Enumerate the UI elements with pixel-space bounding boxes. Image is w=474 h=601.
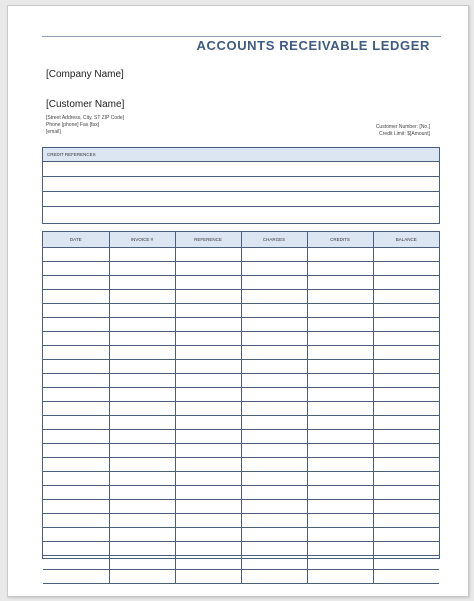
ledger-cell[interactable]: [307, 472, 373, 486]
ledger-cell[interactable]: [43, 528, 109, 542]
ledger-cell[interactable]: [373, 346, 439, 360]
ledger-cell[interactable]: [175, 430, 241, 444]
ledger-cell[interactable]: [43, 248, 109, 262]
ledger-cell[interactable]: [175, 528, 241, 542]
table-row: [43, 360, 439, 374]
ledger-cell[interactable]: [241, 486, 307, 500]
ledger-cell[interactable]: [175, 402, 241, 416]
customer-address: [Street Address, City, ST ZIP Code]: [46, 115, 125, 121]
credit-limit: Credit Limit: $[Amount]: [379, 131, 430, 137]
ledger-cell[interactable]: [241, 304, 307, 318]
ledger-cell[interactable]: [241, 570, 307, 584]
ledger-cell[interactable]: [373, 290, 439, 304]
table-row: [43, 276, 439, 290]
ledger-sheet: [7, 5, 469, 597]
ledger-cell[interactable]: [175, 304, 241, 318]
ledger-cell[interactable]: [241, 374, 307, 388]
column-header: REFERENCE: [175, 232, 241, 248]
ledger-cell[interactable]: [43, 514, 109, 528]
ledger-cell[interactable]: [175, 332, 241, 346]
ledger-cell[interactable]: [307, 430, 373, 444]
ledger-cell[interactable]: [109, 430, 175, 444]
ledger-cell[interactable]: [307, 360, 373, 374]
ledger-cell[interactable]: [175, 472, 241, 486]
ledger-cell[interactable]: [307, 262, 373, 276]
ledger-cell[interactable]: [175, 458, 241, 472]
ledger-cell[interactable]: [307, 514, 373, 528]
ledger-cell[interactable]: [109, 486, 175, 500]
ledger-cell[interactable]: [241, 472, 307, 486]
ledger-cell[interactable]: [373, 444, 439, 458]
ledger-cell[interactable]: [109, 262, 175, 276]
ledger-cell[interactable]: [241, 346, 307, 360]
ledger-cell[interactable]: [109, 542, 175, 556]
ledger-cell[interactable]: [175, 444, 241, 458]
ledger-cell[interactable]: [373, 332, 439, 346]
table-row: [43, 346, 439, 360]
credit-reference-row[interactable]: [43, 192, 439, 207]
ledger-cell[interactable]: [241, 290, 307, 304]
table-row: [43, 248, 439, 262]
ledger-cell[interactable]: [241, 360, 307, 374]
ledger-cell[interactable]: [43, 262, 109, 276]
ledger-cell[interactable]: [175, 318, 241, 332]
credit-reference-row[interactable]: [43, 207, 439, 222]
ledger-cell[interactable]: [373, 514, 439, 528]
column-header: CHARGES: [241, 232, 307, 248]
ledger-cell[interactable]: [373, 318, 439, 332]
ledger-cell[interactable]: [175, 360, 241, 374]
ledger-cell[interactable]: [241, 416, 307, 430]
ledger-cell[interactable]: [109, 416, 175, 430]
ledger-cell[interactable]: [175, 542, 241, 556]
ledger-cell[interactable]: [373, 430, 439, 444]
customer-name: [Customer Name]: [46, 99, 125, 110]
table-row: [43, 430, 439, 444]
customer-phone-fax: Phone [phone] Fax [fax]: [46, 122, 100, 128]
ledger-cell[interactable]: [43, 500, 109, 514]
ledger-cell[interactable]: [241, 248, 307, 262]
ledger-cell[interactable]: [43, 472, 109, 486]
ledger-cell[interactable]: [175, 248, 241, 262]
column-header: DATE: [43, 232, 109, 248]
ledger-cell[interactable]: [241, 514, 307, 528]
ledger-cell[interactable]: [373, 416, 439, 430]
ledger-cell[interactable]: [175, 262, 241, 276]
table-row: [43, 374, 439, 388]
ledger-cell[interactable]: [109, 346, 175, 360]
ledger-cell[interactable]: [109, 388, 175, 402]
ledger-cell[interactable]: [241, 318, 307, 332]
ledger-cell[interactable]: [175, 388, 241, 402]
ledger-cell[interactable]: [373, 374, 439, 388]
ledger-cell[interactable]: [175, 570, 241, 584]
ledger-cell[interactable]: [373, 458, 439, 472]
ledger-cell[interactable]: [373, 528, 439, 542]
ledger-cell[interactable]: [373, 276, 439, 290]
ledger-cell[interactable]: [109, 472, 175, 486]
ledger-cell[interactable]: [241, 388, 307, 402]
ledger-cell[interactable]: [307, 248, 373, 262]
ledger-cell[interactable]: [307, 542, 373, 556]
ledger-cell[interactable]: [109, 444, 175, 458]
ledger-cell[interactable]: [373, 402, 439, 416]
ledger-cell[interactable]: [307, 290, 373, 304]
ledger-cell[interactable]: [307, 486, 373, 500]
credit-reference-row[interactable]: [43, 177, 439, 192]
ledger-cell[interactable]: [241, 556, 307, 570]
credit-references-box: [42, 147, 440, 224]
table-row: [43, 528, 439, 542]
top-rule: [42, 36, 441, 37]
table-row: [43, 290, 439, 304]
ledger-cell[interactable]: [43, 318, 109, 332]
ledger-cell[interactable]: [373, 248, 439, 262]
ledger-cell[interactable]: [43, 388, 109, 402]
ledger-cell[interactable]: [109, 332, 175, 346]
ledger-cell[interactable]: [373, 556, 439, 570]
ledger-cell[interactable]: [241, 332, 307, 346]
ledger-cell[interactable]: [241, 458, 307, 472]
ledger-cell[interactable]: [175, 486, 241, 500]
table-row: [43, 304, 439, 318]
ledger-cell[interactable]: [43, 290, 109, 304]
ledger-cell[interactable]: [109, 248, 175, 262]
ledger-cell[interactable]: [307, 458, 373, 472]
table-row: [43, 542, 439, 556]
table-row: [43, 458, 439, 472]
table-row: [43, 472, 439, 486]
table-row: [43, 416, 439, 430]
ledger-cell[interactable]: [307, 346, 373, 360]
ledger-cell[interactable]: [307, 374, 373, 388]
ledger-cell[interactable]: [109, 276, 175, 290]
column-header: CREDITS: [307, 232, 373, 248]
ledger-cell[interactable]: [307, 332, 373, 346]
ledger-cell[interactable]: [109, 402, 175, 416]
ledger-cell[interactable]: [241, 542, 307, 556]
credit-reference-row[interactable]: [43, 162, 439, 177]
ledger-cell[interactable]: [175, 290, 241, 304]
table-row: [43, 570, 439, 584]
ledger-cell[interactable]: [241, 402, 307, 416]
ledger-cell[interactable]: [241, 500, 307, 514]
ledger-cell[interactable]: [373, 486, 439, 500]
ledger-cell[interactable]: [43, 374, 109, 388]
ledger-cell[interactable]: [373, 304, 439, 318]
ledger-cell[interactable]: [175, 514, 241, 528]
ledger-cell[interactable]: [307, 388, 373, 402]
ledger-cell[interactable]: [175, 416, 241, 430]
ledger-cell[interactable]: [109, 374, 175, 388]
ledger-cell[interactable]: [307, 318, 373, 332]
ledger-cell[interactable]: [109, 514, 175, 528]
column-header: BALANCE: [373, 232, 439, 248]
company-name: [Company Name]: [46, 69, 124, 80]
page-title: ACCOUNTS RECEIVABLE LEDGER: [196, 38, 430, 53]
ledger-cell[interactable]: [175, 346, 241, 360]
ledger-cell[interactable]: [43, 276, 109, 290]
ledger-cell[interactable]: [43, 542, 109, 556]
ledger-cell[interactable]: [43, 486, 109, 500]
ledger-cell[interactable]: [43, 360, 109, 374]
ledger-cell[interactable]: [373, 542, 439, 556]
ledger-cell[interactable]: [373, 388, 439, 402]
customer-email: [email]: [46, 129, 61, 135]
ledger-cell[interactable]: [109, 570, 175, 584]
ledger-cell[interactable]: [109, 528, 175, 542]
ledger-cell[interactable]: [241, 262, 307, 276]
ledger-cell[interactable]: [43, 430, 109, 444]
ledger-cell[interactable]: [175, 556, 241, 570]
table-row: [43, 500, 439, 514]
ledger-cell[interactable]: [109, 318, 175, 332]
ledger-cell[interactable]: [241, 276, 307, 290]
ledger-cell[interactable]: [175, 276, 241, 290]
ledger-cell[interactable]: [43, 304, 109, 318]
ledger-cell[interactable]: [109, 290, 175, 304]
ledger-cell[interactable]: [109, 556, 175, 570]
ledger-cell[interactable]: [43, 570, 109, 584]
table-row: [43, 514, 439, 528]
customer-number: Customer Number: [No.]: [375, 124, 430, 130]
credit-references-header: CREDIT REFERENCES: [43, 148, 439, 162]
ledger-cell[interactable]: [43, 416, 109, 430]
ledger-cell[interactable]: [109, 360, 175, 374]
ledger-cell[interactable]: [307, 556, 373, 570]
ledger-cell[interactable]: [43, 332, 109, 346]
ledger-cell[interactable]: [373, 262, 439, 276]
table-row: [43, 388, 439, 402]
ledger-cell[interactable]: [109, 304, 175, 318]
ledger-cell[interactable]: [43, 458, 109, 472]
ledger-cell[interactable]: [307, 444, 373, 458]
column-header: INVOICE #: [109, 232, 175, 248]
ledger-cell[interactable]: [307, 304, 373, 318]
ledger-cell[interactable]: [307, 528, 373, 542]
ledger-cell[interactable]: [373, 472, 439, 486]
ledger-cell[interactable]: [241, 444, 307, 458]
table-row: [43, 444, 439, 458]
ledger-cell[interactable]: [373, 360, 439, 374]
ledger-cell[interactable]: [43, 402, 109, 416]
table-row: [43, 332, 439, 346]
ledger-cell[interactable]: [175, 500, 241, 514]
ledger-cell[interactable]: [43, 346, 109, 360]
ledger-cell[interactable]: [241, 430, 307, 444]
ledger-cell[interactable]: [373, 500, 439, 514]
ledger-cell[interactable]: [109, 500, 175, 514]
ledger-cell[interactable]: [307, 416, 373, 430]
ledger-cell[interactable]: [241, 528, 307, 542]
ledger-cell[interactable]: [43, 444, 109, 458]
ledger-cell[interactable]: [307, 570, 373, 584]
ledger-cell[interactable]: [109, 458, 175, 472]
table-row: [43, 318, 439, 332]
table-row: [43, 486, 439, 500]
ledger-cell[interactable]: [373, 570, 439, 584]
ledger-cell[interactable]: [307, 500, 373, 514]
table-row: [43, 402, 439, 416]
ledger-cell[interactable]: [307, 276, 373, 290]
table-row: [43, 262, 439, 276]
ledger-cell[interactable]: [307, 402, 373, 416]
ledger-table: [42, 231, 440, 559]
ledger-cell[interactable]: [43, 556, 109, 570]
table-row: [43, 556, 439, 570]
ledger-cell[interactable]: [175, 374, 241, 388]
